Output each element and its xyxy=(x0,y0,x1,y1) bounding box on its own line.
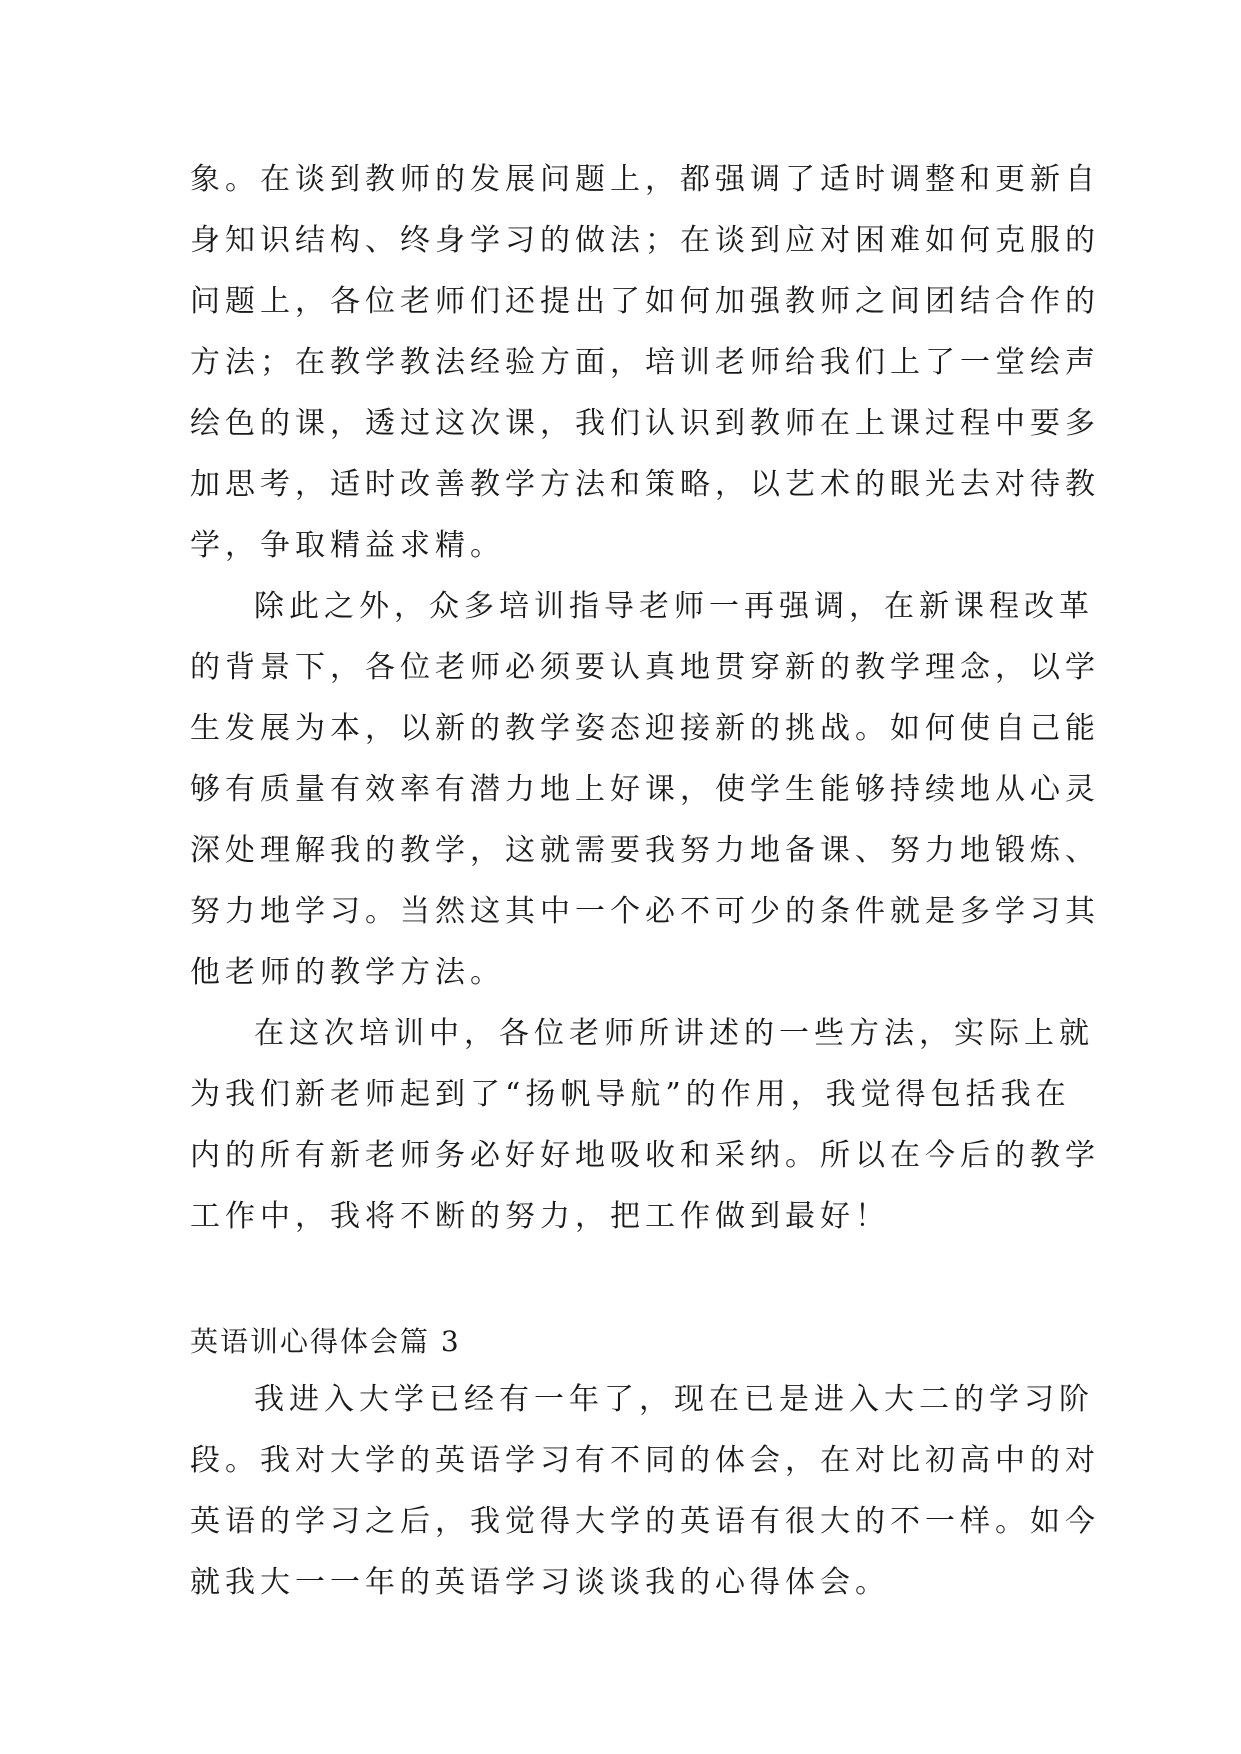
paragraph-2 xyxy=(190,587,1100,1014)
paragraph-1 xyxy=(190,160,1100,587)
document-body xyxy=(190,160,1100,1624)
section-heading: 英语训心得体会篇 3 xyxy=(190,1325,461,1358)
paragraph-line: 在这次培训中，各位老师所讲述的一些方法，实际上就 xyxy=(254,1016,1094,1051)
paragraph-line: 方法；在教学教法经验方面，培训老师给我们上了一堂绘声 xyxy=(190,345,1100,380)
paragraph-line: 的背景下，各位老师必须要认真地贯穿新的教学理念，以学 xyxy=(190,650,1100,685)
paragraph-line: 就我大一一年的英语学习谈谈我的心得体会。 xyxy=(190,1565,890,1600)
paragraph-line: 加思考，适时改善教学方法和策略，以艺术的眼光去对待教 xyxy=(190,467,1100,502)
paragraph-line: 英语的学习之后，我觉得大学的英语有很大的不一样。如今 xyxy=(190,1504,1100,1539)
paragraph-line: 深处理解我的教学，这就需要我努力地备课、努力地锻炼、 xyxy=(190,833,1100,868)
paragraph-line: 工作中，我将不断的努力，把工作做到最好！ xyxy=(190,1199,890,1234)
paragraph-line: 他老师的教学方法。 xyxy=(190,955,505,990)
paragraph-line: 除此之外，众多培训指导老师一再强调，在新课程改革 xyxy=(254,589,1094,624)
paragraph-line: 够有质量有效率有潜力地上好课，使学生能够持续地从心灵 xyxy=(190,772,1100,807)
paragraph-3 xyxy=(190,1014,1100,1258)
paragraph-line: 象。在谈到教师的发展问题上，都强调了适时调整和更新自 xyxy=(190,162,1100,197)
section-spacer xyxy=(190,1258,1070,1322)
paragraph-line: 为我们新老师起到了“扬帆导航”的作用，我觉得包括我在 xyxy=(190,1077,1071,1112)
paragraph-line: 努力地学习。当然这其中一个必不可少的条件就是多学习其 xyxy=(190,894,1100,929)
paragraph-line: 段。我对大学的英语学习有不同的体会，在对比初高中的对 xyxy=(190,1443,1100,1478)
paragraph-line: 我进入大学已经有一年了，现在已是进入大二的学习阶 xyxy=(254,1382,1094,1417)
paragraph-line: 学，争取精益求精。 xyxy=(190,528,505,563)
paragraph-line: 身知识结构、终身学习的做法；在谈到应对困难如何克服的 xyxy=(190,223,1100,258)
paragraph-line: 绘色的课，透过这次课，我们认识到教师在上课过程中要多 xyxy=(190,406,1100,441)
paragraph-4 xyxy=(190,1380,1100,1624)
paragraph-line: 生发展为本，以新的教学姿态迎接新的挑战。如何使自己能 xyxy=(190,711,1100,746)
paragraph-line: 内的所有新老师务必好好地吸收和采纳。所以在今后的教学 xyxy=(190,1138,1100,1173)
paragraph-line: 问题上，各位老师们还提出了如何加强教师之间团结合作的 xyxy=(190,284,1100,319)
